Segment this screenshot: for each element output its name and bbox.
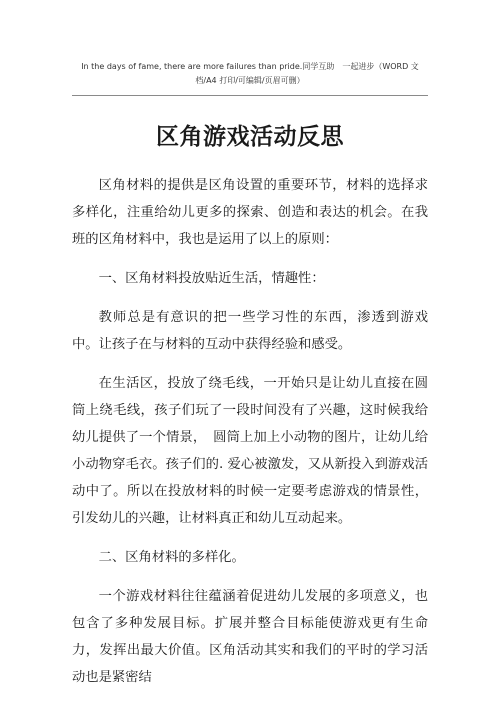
paragraph: 在生活区，投放了绕毛线，一开始只是让幼儿直接在圆筒上绕毛线，孩子们玩了一段时间没有了兴趣，这时候我给幼儿提供了一个情景， 圆筒上加上小动物的图片，让幼儿给小动物穿毛衣。孩子们的. 爱心被激发，又从新投入到游戏活动中了。所以在投放材料的时候一定要考虑游戏的情景性，引发幼儿的兴趣，让材料真正和幼儿互动起来。 [72, 376, 428, 526]
document-body [72, 172, 428, 703]
section-heading: 一、区角材料投放贴近生活，情趣性： [98, 271, 325, 286]
paragraph: 教师总是有意识的把一些学习性的东西，渗透到游戏中。让孩子在与材料的互动中获得经验和感受。 [72, 310, 428, 352]
document-title: 区角游戏活动反思 [156, 123, 344, 151]
paragraph: 一个游戏材料往往蕴涵着促进幼儿发展的多项意义，也包含了多种发展目标。扩展并整合目标能使游戏更有生命力，发挥出最大价值。区角活动其实和我们的平时的学习活动也是紧密结 [72, 589, 428, 685]
header-divider [72, 95, 428, 96]
paragraph: 区角材料的提供是区角设置的重要环节，材料的选择求多样化，注重给幼儿更多的探索、创造和表达的机会。在我班的区角材料中，我也是运用了以上的原则： [72, 178, 428, 247]
page-header: In the days of fame, there are more failures than pride.同学互助 一起进步（WORD 文档/A4 打印/可编辑/页眉可删） [81, 62, 419, 85]
section-heading: 二、区角材料的多样化。 [98, 550, 245, 565]
